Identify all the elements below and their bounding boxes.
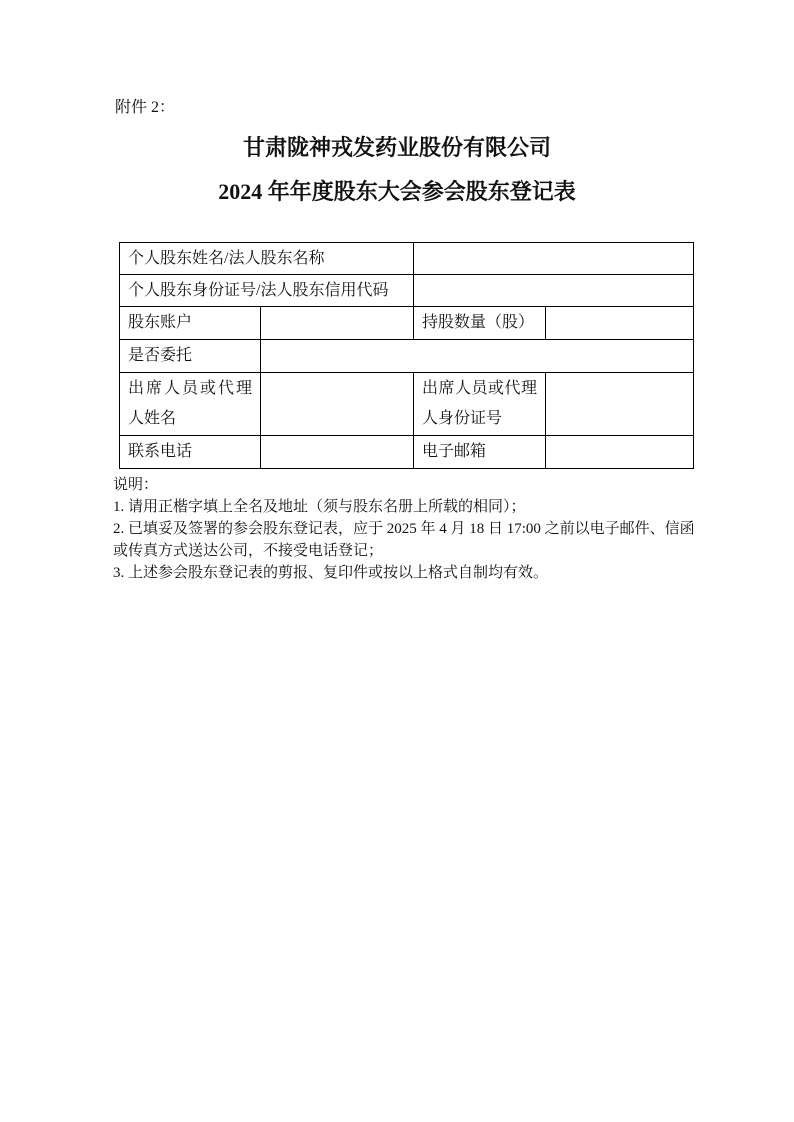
- attachment-label: 附件 2：: [115, 99, 176, 116]
- field-label-is-proxy: 是否委托: [120, 340, 261, 373]
- field-value-shareholder-account: [261, 307, 414, 340]
- document-title: 甘肃陇神戎发药业股份有限公司: [242, 135, 551, 160]
- field-value-shares-held: [546, 307, 694, 340]
- table-row-attendee: [120, 373, 694, 436]
- field-label-attendee-id: 出席人员或代理人身份证号: [414, 373, 546, 436]
- table-row-is-proxy: [120, 340, 694, 373]
- field-value-is-proxy: [261, 340, 694, 373]
- field-value-shareholder-name: [414, 243, 694, 275]
- field-value-email: [546, 436, 694, 469]
- note-item-1: 1. 请用正楷字填上全名及地址（须与股东名册上所载的相同）；: [113, 499, 526, 515]
- field-label-shareholder-account: 股东账户: [120, 307, 261, 340]
- document-subtitle: 2024 年年度股东大会参会股东登记表: [218, 179, 576, 204]
- field-label-shareholder-id: 个人股东身份证号/法人股东信用代码: [120, 275, 414, 307]
- field-label-email: 电子邮箱: [414, 436, 546, 469]
- registration-form-table: [119, 242, 694, 469]
- field-value-shareholder-id: [414, 275, 694, 307]
- field-value-attendee-id: [546, 373, 694, 436]
- notes-section: [113, 474, 705, 584]
- field-label-attendee-name: 出席人员或代理人姓名: [120, 373, 261, 436]
- note-item-2: 2. 已填妥及签署的参会股东登记表，应于 2025 年 4 月 18 日 17:00 之前以电子邮件、信函或传真方式送达公司，不接受电话登记；: [113, 521, 695, 559]
- table-row-contact: [120, 436, 694, 469]
- table-row-shareholder-id: [120, 275, 694, 307]
- table-row-shareholder-name: [120, 243, 694, 275]
- field-label-contact-phone: 联系电话: [120, 436, 261, 469]
- field-label-shares-held: 持股数量（股）: [414, 307, 546, 340]
- field-value-attendee-name: [261, 373, 414, 436]
- table-row-account-shares: [120, 307, 694, 340]
- notes-heading: 说明：: [113, 477, 159, 493]
- field-label-shareholder-name: 个人股东姓名/法人股东名称: [120, 243, 414, 275]
- field-value-contact-phone: [261, 436, 414, 469]
- note-item-3: 3. 上述参会股东登记表的剪报、复印件或按以上格式自制均有效。: [113, 565, 549, 581]
